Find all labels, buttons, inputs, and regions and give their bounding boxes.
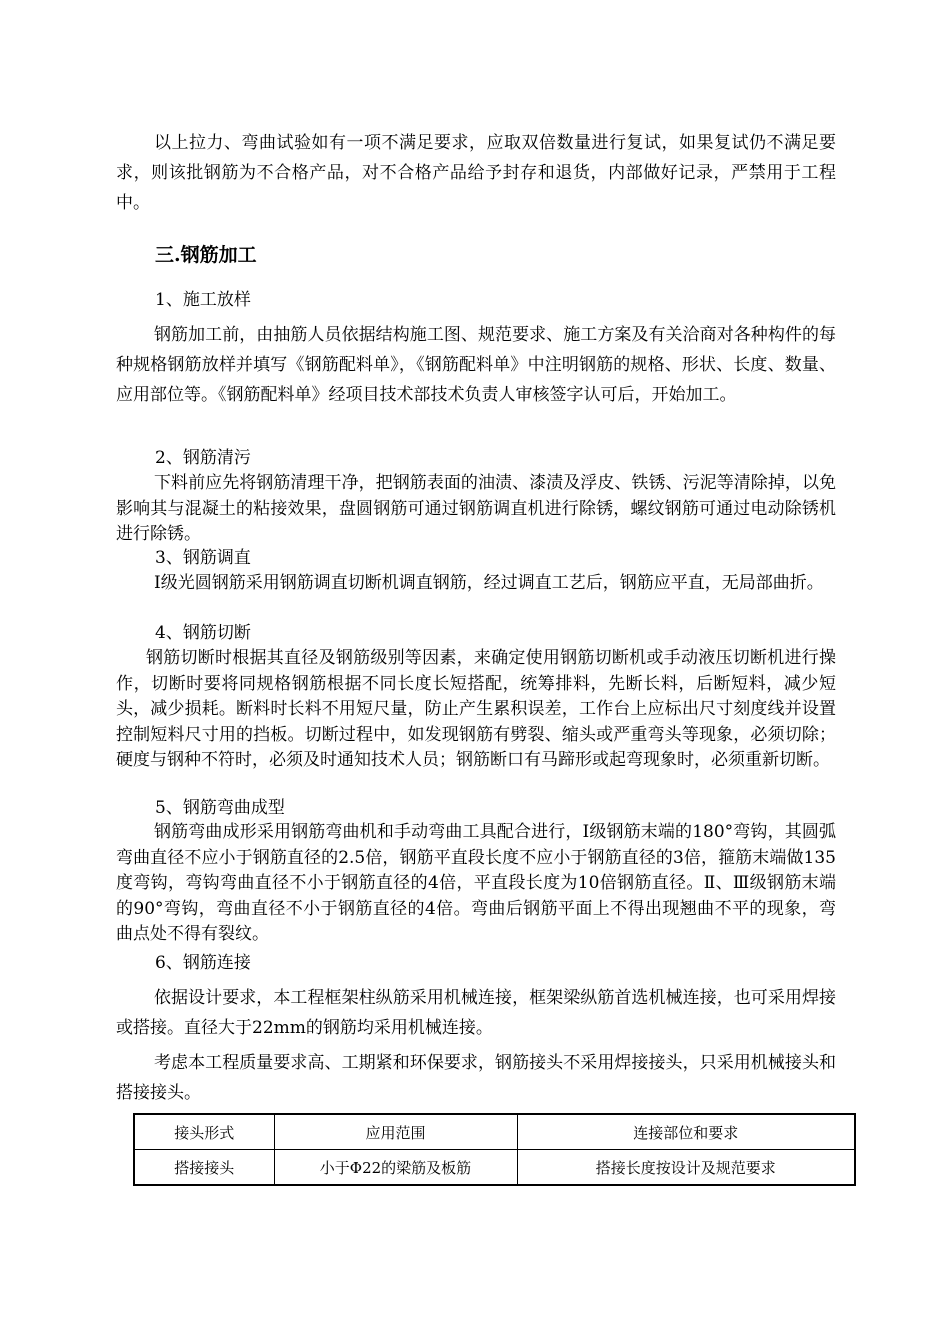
subsection-title-1: 1、施工放样: [155, 290, 251, 310]
table-row: [134, 1150, 855, 1186]
paragraph-connection-2: 考虑本工程质量要求高、工期紧和环保要求，钢筋接头不采用焊接接头，只采用机械接头和搭接接头。: [116, 1053, 836, 1103]
table-cell: 小于Φ22的梁筋及板筋: [274, 1150, 517, 1186]
paragraph-cutting: 钢筋切断时根据其直径及钢筋级别等因素，来确定使用钢筋切断机或手动液压切断机进行操作，切断时要将同规格钢筋根据不同长度长短搭配，统筹排料，先断长料，后断短料，减少短头，减少损耗。断料时长料不用短尺量，防止产生累积误差，工作台上应标出尺寸刻度线并设置控制短料尺寸用的挡板。切断过程中，如发现钢筋有劈裂、缩头或严重弯头等现象，必须切除；硬度与钢种不符时，必须及时通知技术人员；钢筋断口有马蹄形或起弯现象时，必须重新切断。: [116, 648, 836, 770]
paragraph-layout: 钢筋加工前，由抽筋人员依据结构施工图、规范要求、施工方案及有关洽商对各种构件的每种规格钢筋放样并填写《钢筋配料单》，《钢筋配料单》中注明钢筋的规格、形状、长度、数量、应用部位等。《钢筋配料单》经项目技术部技术负责人审核签字认可后，开始加工。: [116, 325, 836, 405]
table-header-cell: 连接部位和要求: [517, 1114, 855, 1150]
table-header-cell: 接头形式: [134, 1114, 274, 1150]
table-cell: 搭接接头: [134, 1150, 274, 1186]
subsection-title-4: 4、钢筋切断: [155, 623, 251, 643]
section-title: 三.钢筋加工: [155, 244, 257, 266]
subsection-title-6: 6、钢筋连接: [155, 953, 251, 973]
paragraph-retest: 以上拉力、弯曲试验如有一项不满足要求，应取双倍数量进行复试，如果复试仍不满足要求，则该批钢筋为不合格产品，对不合格产品给予封存和退货，内部做好记录，严禁用于工程中。: [116, 133, 836, 213]
paragraph-straightening: I级光圆钢筋采用钢筋调直切断机调直钢筋，经过调直工艺后，钢筋应平直，无局部曲折。: [154, 573, 824, 593]
table-header-cell: 应用范围: [274, 1114, 517, 1150]
paragraph-bending: 钢筋弯曲成形采用钢筋弯曲机和手动弯曲工具配合进行，I级钢筋末端的180°弯钩，其圆弧弯曲直径不应小于钢筋直径的2.5倍，钢筋平直段长度不应小于钢筋直径的3倍，箍筋末端做135度弯钩，弯钩弯曲直径不小于钢筋直径的4倍，平直段长度为10倍钢筋直径。Ⅱ、Ⅲ级钢筋末端的90°弯钩，弯曲直径不小于钢筋直径的4倍。弯曲后钢筋平面上不得出现翘曲不平的现象，弯曲点处不得有裂纹。: [116, 822, 836, 944]
subsection-title-2: 2、钢筋清污: [155, 448, 251, 468]
paragraph-cleaning: 下料前应先将钢筋清理干净，把钢筋表面的油渍、漆渍及浮皮、铁锈、污泥等清除掉，以免影响其与混凝土的粘接效果，盘圆钢筋可通过钢筋调直机进行除锈，螺纹钢筋可通过电动除锈机进行除锈。: [116, 473, 836, 544]
joint-table: [133, 1113, 856, 1186]
table-header-row: [134, 1114, 855, 1150]
subsection-title-5: 5、钢筋弯曲成型: [155, 798, 285, 818]
table-cell: 搭接长度按设计及规范要求: [517, 1150, 855, 1186]
subsection-title-3: 3、钢筋调直: [155, 548, 251, 568]
paragraph-connection-1: 依据设计要求，本工程框架柱纵筋采用机械连接，框架梁纵筋首选机械连接，也可采用焊接或搭接。直径大于22mm的钢筋均采用机械连接。: [116, 988, 836, 1038]
